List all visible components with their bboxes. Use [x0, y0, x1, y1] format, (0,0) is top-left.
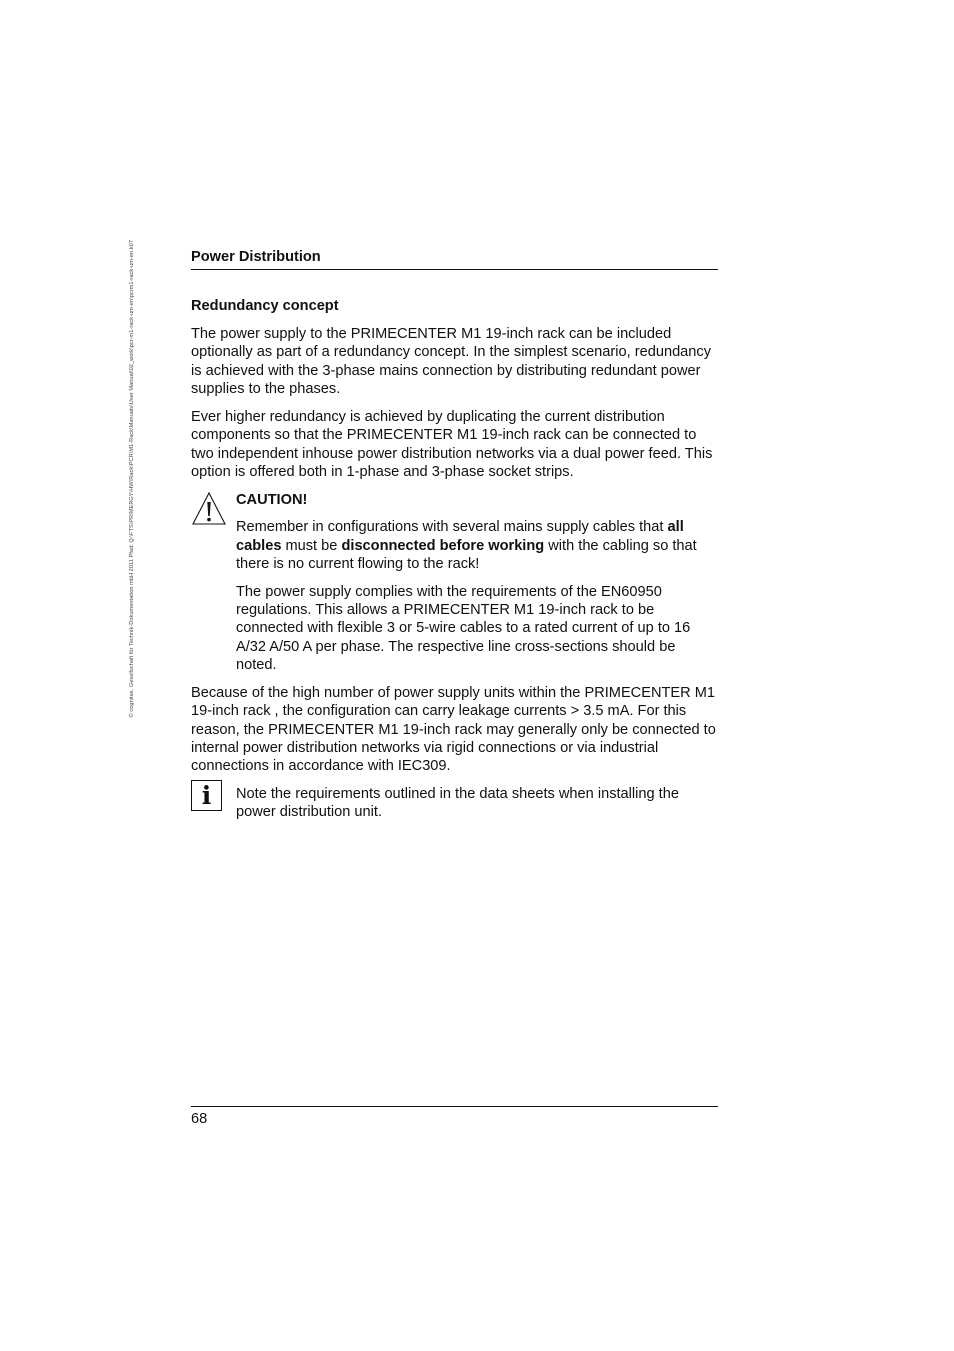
sidebar-path-text: © cognitas. Gesellschaft für Technik-Dokumentation mbH 2011 Pfad: Q:\FTS\PRIMERGY\HW\Rack\PCR\M1-Rack\Manuals\User Manual\02_work\pcr-m1-rack-um-en\pcrm1-rack-um-en.k07 [129, 240, 135, 718]
caution-triangle-icon [191, 491, 227, 532]
caution-paragraph-1 [236, 518, 718, 573]
page-header [191, 249, 718, 270]
paragraph-dual-feed: Ever higher redundancy is achieved by duplicating the current distribution components so that the PRIMECENTER M1 19-inch rack can be connected to two independent inhouse power distribution networks via a dual power feed. This option is offered both in 1-phase and 3-phase socket strips. [191, 408, 713, 481]
caution-notice [191, 491, 718, 675]
info-text: Note the requirements outlined in the data sheets when installing the power distribution unit. [236, 786, 679, 821]
section-title: Redundancy concept [191, 298, 339, 314]
info-notice [191, 781, 718, 822]
caution-text-part: Remember in configurations with several mains supply cables that [236, 519, 668, 536]
caution-paragraph-2: The power supply complies with the requirements of the EN60950 regulations. This allows a PRIMECENTER M1 19-inch rack to be connected with flexible 3 or 5-wire cables to a rated current of up to 16 A/32 A/50 A per phase. The respective line cross-sections should be noted. [236, 583, 691, 674]
info-icon-box [191, 780, 222, 811]
caution-bold-disconnected: disconnected before working [341, 537, 545, 554]
page-header-title: Power Distribution [191, 249, 321, 265]
sidebar-path-note [128, 240, 140, 760]
paragraph-redundancy-intro: The power supply to the PRIMECENTER M1 19-inch rack can be included optionally as part of a redundancy concept. In the simplest scenario, redundancy is achieved with the 3-phase mains connection by distributing redundant power supplies to the phases. [191, 326, 712, 398]
page-number: 68 [191, 1111, 208, 1127]
paragraph-leakage-currents: Because of the high number of power supply units within the PRIMECENTER M1 19-inch rack , the configuration can carry leakage currents > 3.5 mA. For this reason, the PRIMECENTER M1 19-inch rack may generally only be connected to internal power distribution networks via rigid connections or via industrial connections in accordance with IEC309. [191, 684, 716, 775]
caution-text-part: must be [281, 537, 342, 554]
info-icon-glyph: i [201, 781, 212, 811]
page-content [191, 297, 718, 831]
caution-bold-all-cables: all cables [236, 519, 684, 554]
caution-title: CAUTION! [236, 491, 308, 508]
caution-text-part: with the cabling so that there is no current flowing to the rack! [236, 537, 697, 573]
info-icon [191, 780, 222, 811]
page-footer [191, 1106, 718, 1128]
